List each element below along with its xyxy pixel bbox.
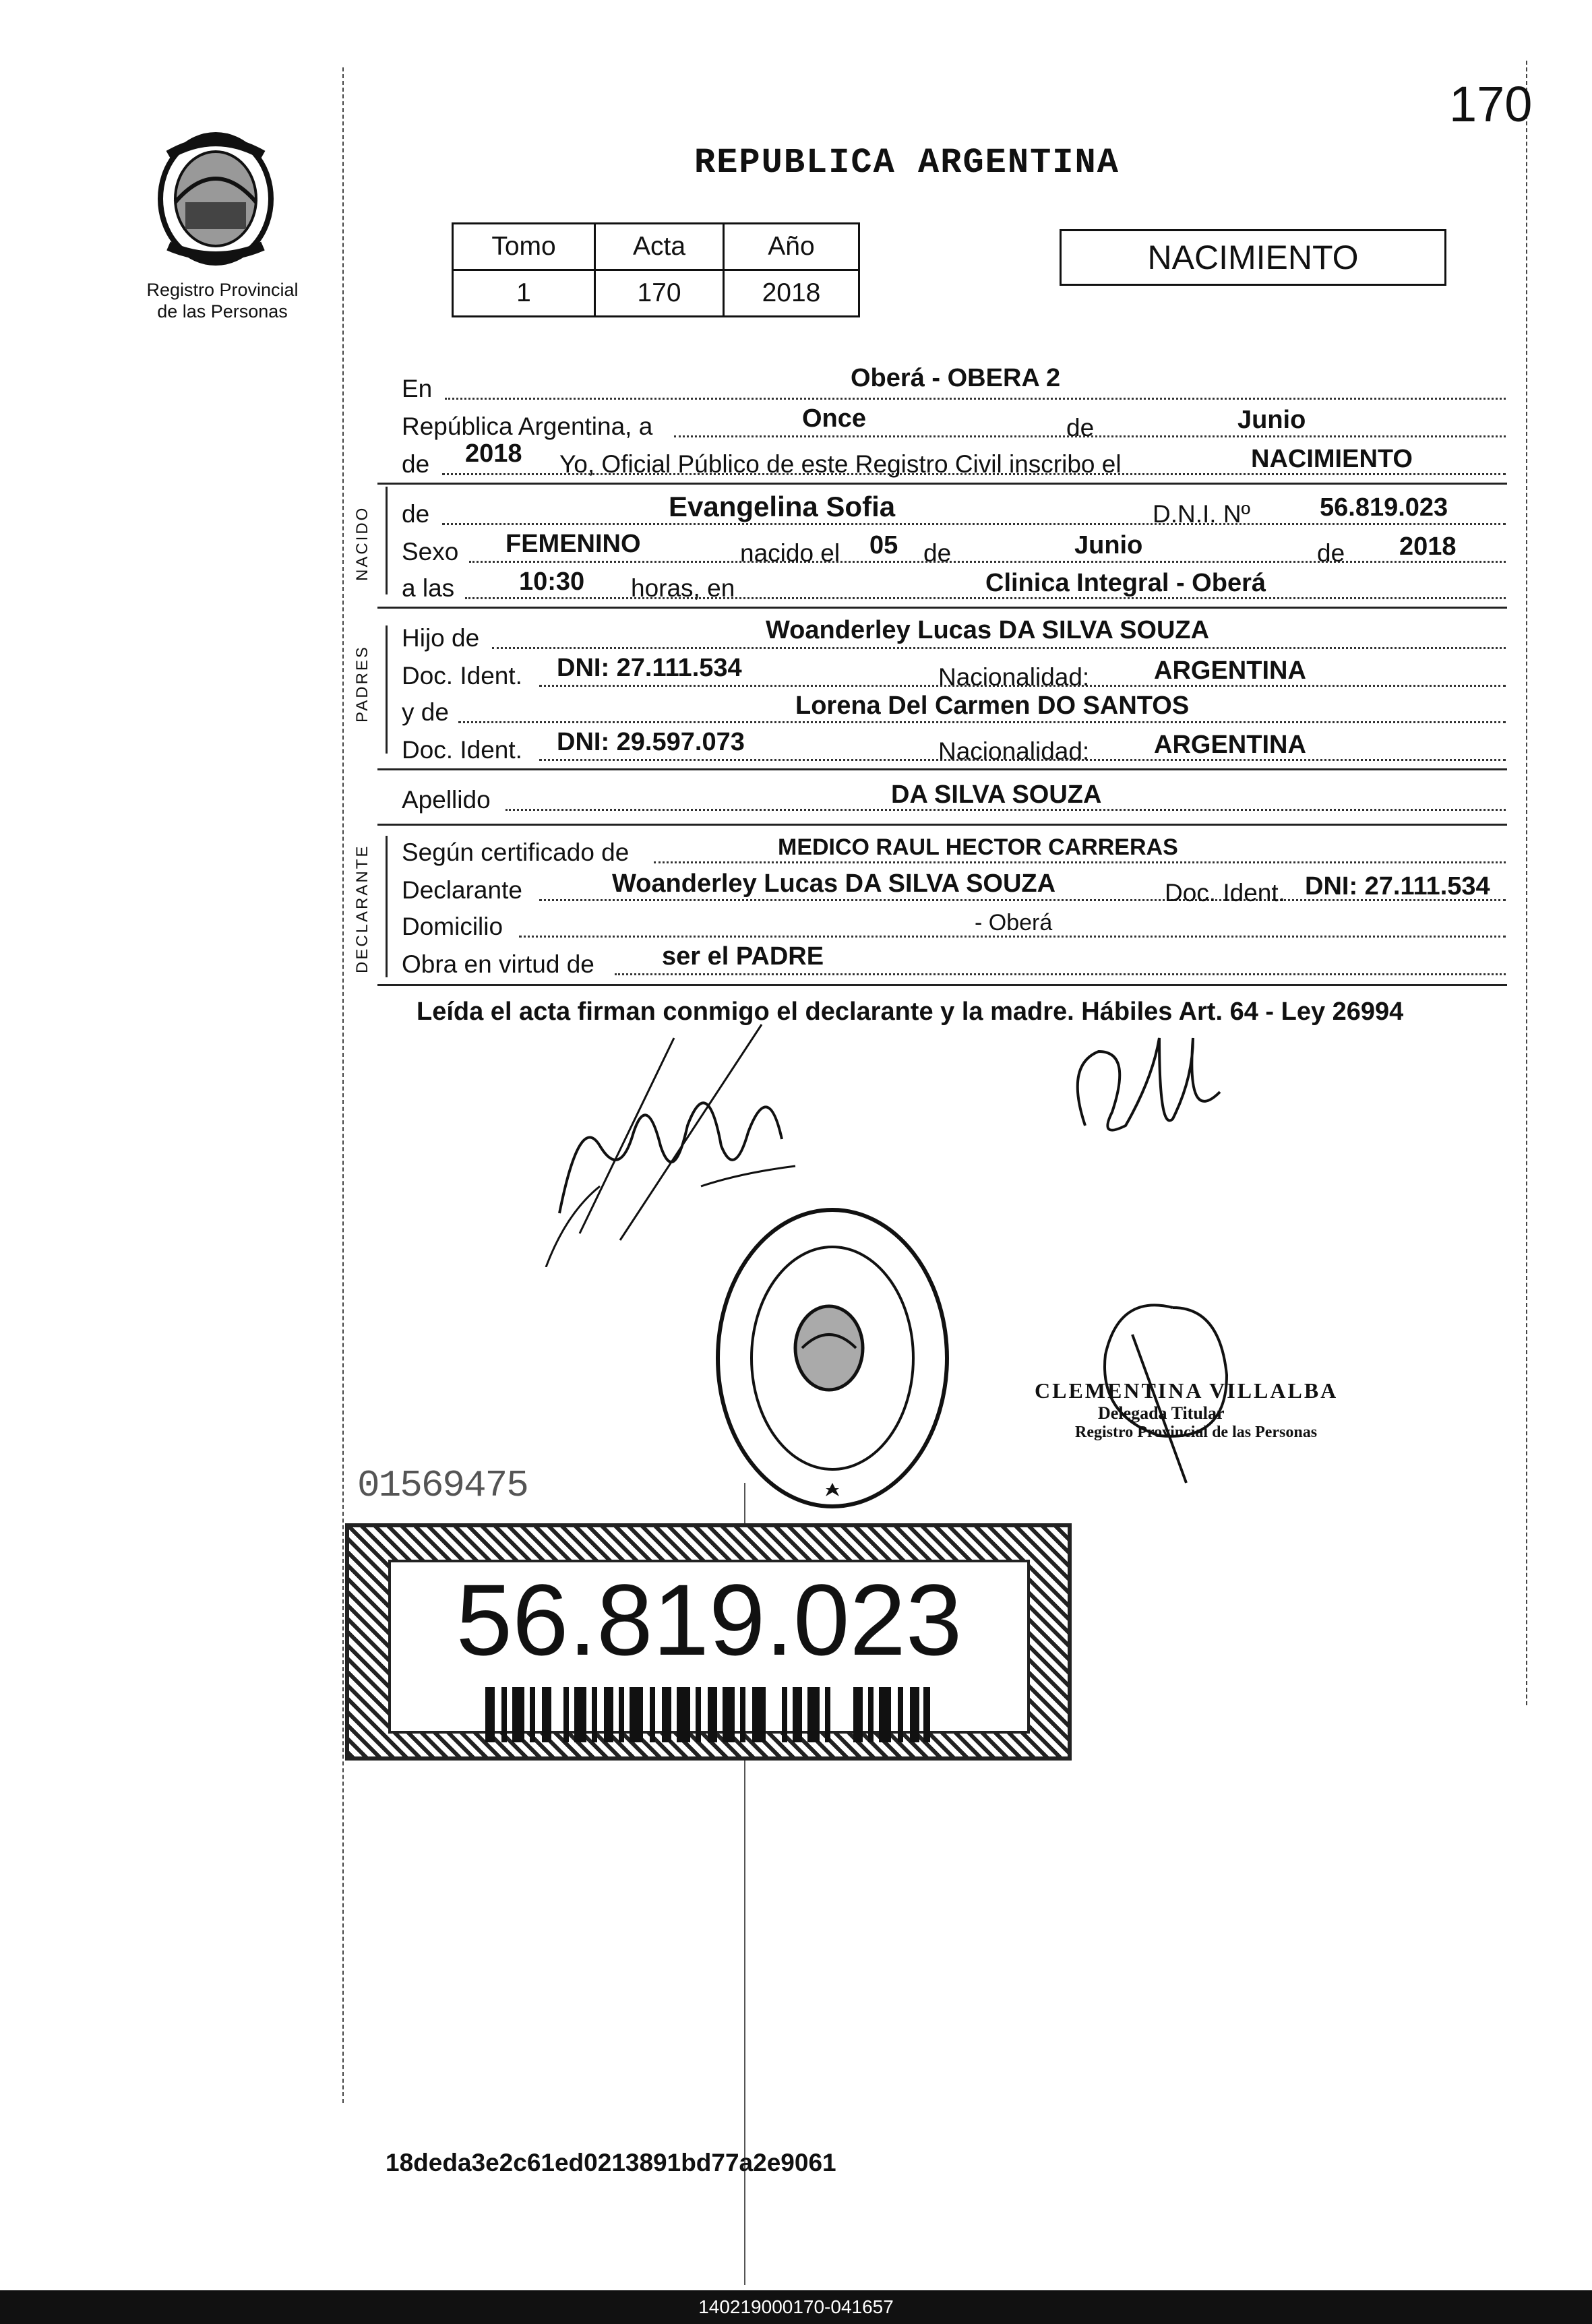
- lugar-value: Oberá - OBERA 2: [851, 364, 1061, 392]
- certificado-label: Según certificado de: [402, 838, 630, 866]
- anio-value: 2018: [465, 439, 522, 468]
- dni-value: 56.819.023: [1320, 493, 1448, 522]
- document-title: REPUBLICA ARGENTINA: [694, 143, 1120, 183]
- official-office: Registro Provincial de las Personas: [1075, 1424, 1318, 1441]
- footer-code: 140219000170-041657: [0, 2290, 1592, 2324]
- left-margin-line: [342, 67, 344, 2103]
- section-separator: [377, 824, 1507, 826]
- de-label: de: [923, 539, 952, 567]
- hijo-de-label: Hijo de: [402, 624, 480, 652]
- republica-label: República Argentina, a: [402, 412, 653, 440]
- madre-signature: [1058, 1011, 1233, 1166]
- nacido-el-label: nacido el: [740, 539, 840, 567]
- nac-dia-value: 05: [869, 531, 898, 559]
- de-label: de: [1066, 414, 1095, 441]
- section-separator: [377, 768, 1507, 770]
- section-separator: [377, 984, 1507, 986]
- section-label-nacido: NACIDO: [353, 506, 371, 581]
- sexo-value: FEMENINO: [506, 530, 641, 558]
- registro-line-1: Registro Provincial: [146, 280, 299, 300]
- y-de-label: y de: [402, 698, 449, 726]
- a-las-label: a las: [402, 574, 455, 602]
- delegation-seal-stamp: [708, 1200, 957, 1517]
- dotted-line: [469, 561, 1506, 563]
- dotted-line: [654, 861, 1506, 863]
- tomo-acta-ano-table: [452, 222, 860, 317]
- dotted-line: [445, 398, 1506, 400]
- table-header-tomo: Tomo: [453, 224, 595, 270]
- obra-value: ser el PADRE: [662, 942, 824, 971]
- tipo-value: NACIMIENTO: [1251, 445, 1413, 473]
- official-stamp: [1035, 1378, 1338, 1442]
- de-label-2: de: [402, 450, 430, 478]
- id-barcode-label: [345, 1523, 1072, 1761]
- section-bracket: [386, 625, 388, 754]
- dotted-line: [458, 721, 1506, 723]
- serial-number: 01569475: [357, 1464, 528, 1507]
- nac-anio-value: 2018: [1399, 532, 1457, 561]
- section-separator: [377, 483, 1507, 485]
- table-header-acta: Acta: [595, 224, 724, 270]
- apellido-value: DA SILVA SOUZA: [891, 781, 1102, 809]
- section-label-padres: PADRES: [353, 645, 371, 723]
- barcode-icon: [485, 1687, 930, 1742]
- dotted-line: [615, 973, 1506, 975]
- madre-value: Lorena Del Carmen DO SANTOS: [795, 692, 1190, 720]
- table-header-ano: Año: [724, 224, 859, 270]
- dia-value: Once: [802, 404, 867, 433]
- padre-doc-value: DNI: 27.111.534: [557, 654, 742, 682]
- padre-nac-value: ARGENTINA: [1154, 656, 1306, 685]
- page-number: 170: [1449, 76, 1533, 132]
- barcode-panel: [388, 1560, 1030, 1734]
- section-bracket: [386, 836, 388, 977]
- oficial-text: Yo, Oficial Público de este Registro Civil inscribo el: [559, 450, 1122, 478]
- declarante-label: Declarante: [402, 876, 522, 904]
- hora-value: 10:30: [519, 568, 585, 596]
- registro-line-2: de las Personas: [157, 301, 288, 322]
- table-value-acta: 170: [595, 270, 724, 317]
- dni-label: D.N.I. Nº: [1153, 500, 1251, 528]
- section-label-declarante: DECLARANTE: [353, 844, 371, 973]
- de-label: de: [402, 500, 430, 528]
- table-value-ano: 2018: [724, 270, 859, 317]
- madre-nac-value: ARGENTINA: [1154, 731, 1306, 759]
- barcode-number: 56.819.023: [456, 1563, 962, 1676]
- padre-value: Woanderley Lucas DA SILVA SOUZA: [766, 616, 1210, 644]
- declarante-value: Woanderley Lucas DA SILVA SOUZA: [612, 869, 1056, 898]
- lectura-text: Leída el acta firman conmigo el declarante y la madre. Hábiles Art. 64 - Ley 26994: [417, 998, 1404, 1026]
- official-role: Delegada Titular: [1098, 1403, 1225, 1423]
- obra-label: Obra en virtud de: [402, 950, 594, 978]
- domicilio-label: Domicilio: [402, 913, 503, 940]
- official-name: CLEMENTINA VILLALBA: [1035, 1378, 1339, 1403]
- mes-value: Junio: [1237, 406, 1306, 434]
- madre-doc-value: DNI: 29.597.073: [557, 728, 745, 756]
- section-bracket: [386, 487, 388, 594]
- domicilio-value: - Oberá: [975, 910, 1053, 936]
- section-separator: [377, 607, 1507, 609]
- en-label: En: [402, 375, 433, 402]
- coat-of-arms-logo: [148, 128, 283, 270]
- apellido-label: Apellido: [402, 786, 491, 814]
- dotted-line: [442, 523, 1506, 525]
- nacionalidad-label: Nacionalidad:: [938, 663, 1090, 691]
- sexo-label: Sexo: [402, 538, 459, 565]
- table-value-tomo: 1: [453, 270, 595, 317]
- declarante-doc-value: DNI: 27.111.534: [1305, 872, 1490, 900]
- certificado-value: MEDICO RAUL HECTOR CARRERAS: [778, 834, 1178, 860]
- document-type-box: NACIMIENTO: [1060, 229, 1446, 286]
- document-hash: 18deda3e2c61ed0213891bd77a2e9061: [386, 2149, 836, 2176]
- de-label: de: [1317, 539, 1345, 567]
- nac-lugar-value: Clinica Integral - Oberá: [985, 569, 1266, 597]
- nombre-value: Evangelina Sofia: [669, 491, 896, 522]
- nacionalidad-label: Nacionalidad:: [938, 737, 1090, 765]
- doc-ident-label: Doc. Ident.: [1165, 879, 1285, 907]
- dotted-line: [492, 647, 1506, 649]
- nac-mes-value: Junio: [1074, 531, 1143, 559]
- horas-en-label: horas, en: [631, 574, 735, 602]
- doc-ident-label: Doc. Ident.: [402, 736, 522, 764]
- right-margin-line: [1526, 61, 1527, 1705]
- doc-ident-label: Doc. Ident.: [402, 662, 522, 690]
- registro-caption: [108, 279, 337, 322]
